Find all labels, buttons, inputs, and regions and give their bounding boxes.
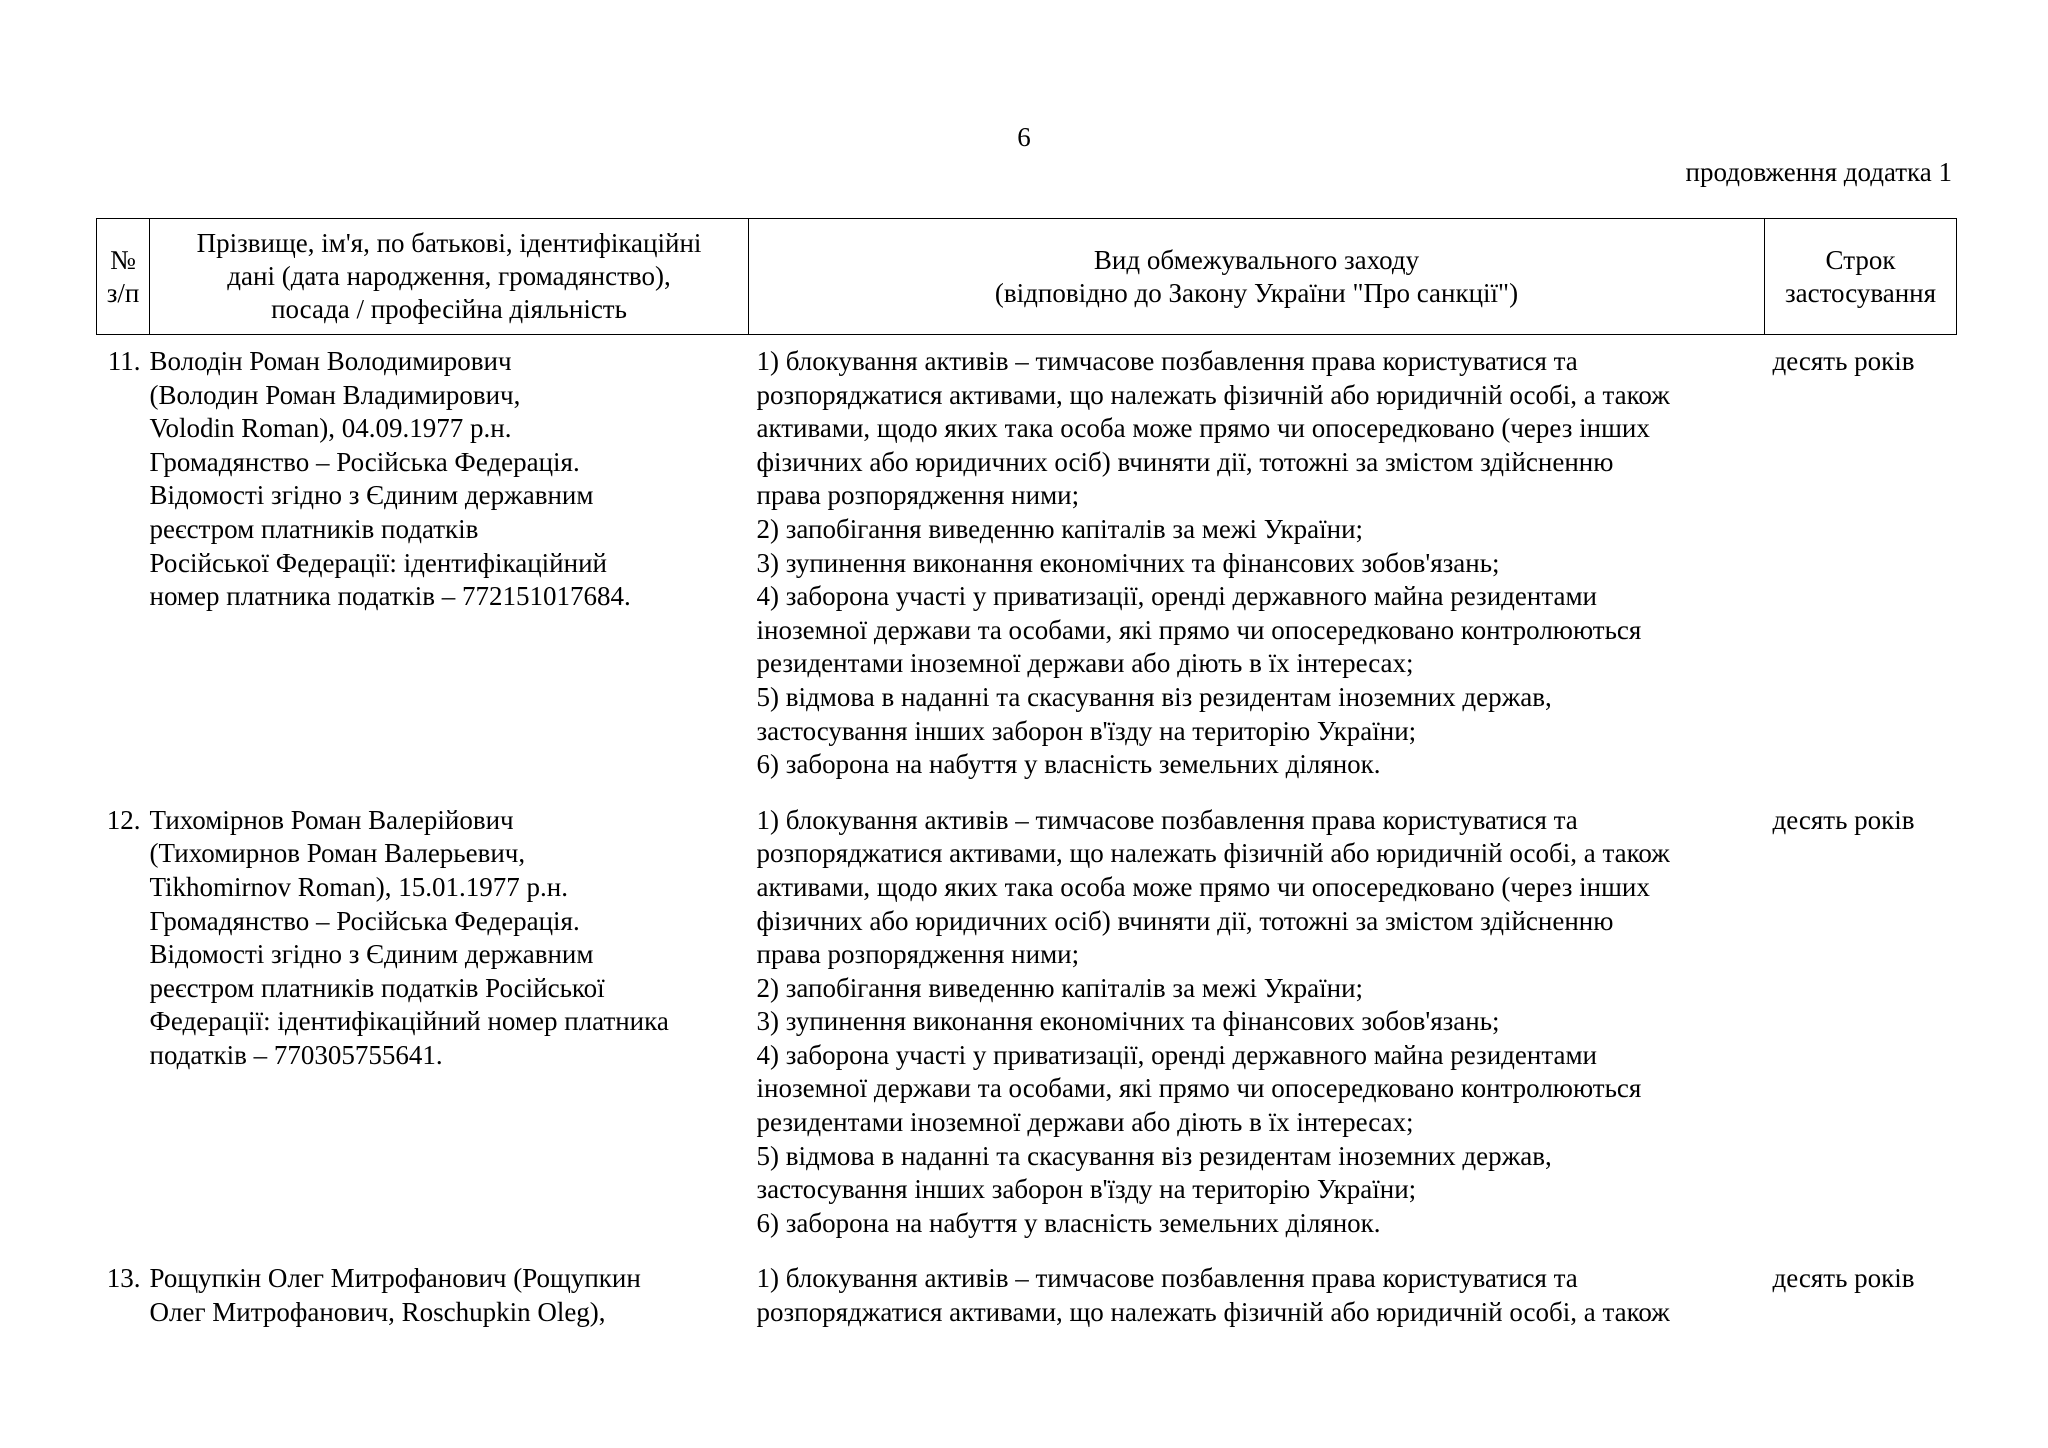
measure-line: 4) заборона участі у приватизації, оренді державного майна резидентами	[756, 581, 1597, 612]
person-line: Громадянство – Російська Федерація.	[149, 446, 580, 477]
row-number: 13.	[106, 1263, 141, 1294]
header-measure	[749, 219, 1765, 335]
person-line: податків – 770305755641.	[149, 1039, 443, 1070]
person-line: Tikhomirnov Roman), 15.01.1977 р.н.	[149, 871, 568, 902]
measure-line: 1) блокування активів – тимчасове позбавлення права користуватися та	[756, 346, 1578, 376]
measure-line: права розпорядження ними;	[756, 939, 1080, 970]
person-line: (Володин Роман Владимирович,	[149, 379, 521, 410]
measure-line: 5) відмова в наданні та скасування віз резидентам іноземних держав,	[756, 1140, 1552, 1171]
measure-line: застосування інших заборон в'їзду на територію України;	[756, 1174, 1417, 1205]
measure-line: 3) зупинення виконання економічних та фінансових зобов'язань;	[756, 1006, 1500, 1037]
sanctions-table	[96, 218, 1957, 1342]
restrictive-measures	[749, 794, 1765, 1253]
measure-line: застосування інших заборон в'їзду на територію України;	[756, 715, 1417, 746]
measure-line: 2) запобігання виведенню капіталів за межі України;	[756, 972, 1364, 1003]
measure-line: 1) блокування активів – тимчасове позбавлення права користуватися та	[756, 1263, 1578, 1294]
restrictive-measures	[749, 335, 1765, 794]
row-number: 11.	[107, 346, 141, 376]
person-line: реєстром платників податків Російської	[149, 972, 605, 1003]
header-person	[150, 219, 749, 335]
header-line: (відповідно до Закону України "Про санкції")	[994, 277, 1519, 308]
person-details	[150, 335, 749, 794]
measure-line: розпоряджатися активами, що належать фізичній або юридичній особі, а також	[756, 1297, 1670, 1328]
application-term: десять років	[1772, 804, 1915, 835]
measure-line: резидентами іноземної держави або діють в їх інтересах;	[756, 1107, 1414, 1138]
person-line: Громадянство – Російська Федерація.	[149, 905, 580, 936]
measure-line: 1) блокування активів – тимчасове позбавлення права користуватися та	[756, 804, 1578, 835]
person-line: Російської Федерації: ідентифікаційний	[149, 547, 607, 578]
measure-line: розпоряджатися активами, що належать фізичній або юридичній особі, а також	[756, 379, 1670, 410]
person-line: (Тихомирнов Роман Валерьевич,	[149, 838, 526, 869]
continuation-label: продовження додатка 1	[1685, 157, 1952, 187]
header-line: Прізвище, ім'я, по батькові, ідентифікаційні	[196, 228, 702, 258]
person-line: Олег Митрофанович, Roschupkin Oleg),	[149, 1297, 606, 1328]
measure-line: активами, щодо яких така особа може прямо чи опосередковано (через інших	[756, 871, 1650, 902]
measure-line: розпоряджатися активами, що належать фізичній або юридичній особі, а також	[756, 838, 1670, 869]
person-line: Рощупкін Олег Митрофанович (Рощупкин	[149, 1263, 641, 1294]
measure-line: резидентами іноземної держави або діють в їх інтересах;	[756, 648, 1414, 679]
header-line: Строк	[1825, 244, 1896, 275]
measure-line: 5) відмова в наданні та скасування віз резидентам іноземних держав,	[756, 681, 1552, 712]
header-line: застосування	[1784, 277, 1937, 308]
person-line: Федерації: ідентифікаційний номер платника	[149, 1006, 669, 1037]
person-line: реєстром платників податків	[149, 513, 479, 544]
header-number	[97, 219, 150, 335]
table-row	[97, 794, 1957, 1253]
measure-line: іноземної держави та особами, які прямо чи опосередковано контролюються	[756, 614, 1642, 645]
table-row	[97, 1252, 1957, 1341]
measure-line: фізичних або юридичних осіб) вчиняти дії, тотожні за змістом здійсненню	[756, 446, 1614, 477]
measure-line: 6) заборона на набуття у власність земельних ділянок.	[756, 1207, 1381, 1238]
person-line: Володін Роман Володимирович	[149, 346, 512, 376]
person-details	[150, 794, 749, 1253]
person-details	[150, 1252, 749, 1341]
measure-line: іноземної держави та особами, які прямо чи опосередковано контролюються	[756, 1073, 1642, 1104]
person-line: Тихомірнов Роман Валерійович	[149, 804, 514, 835]
header-line: №	[110, 244, 136, 275]
person-line: Відомості згідно з Єдиним державним	[149, 939, 594, 970]
table-row	[97, 335, 1957, 794]
header-line: посада / професійна діяльність	[271, 294, 627, 324]
header-line: Вид обмежувального заходу	[1093, 244, 1420, 275]
measure-line: 6) заборона на набуття у власність земельних ділянок.	[756, 749, 1381, 780]
measure-line: 3) зупинення виконання економічних та фінансових зобов'язань;	[756, 547, 1500, 578]
page-number: 6	[1017, 122, 1031, 152]
person-line: номер платника податків – 772151017684.	[149, 581, 631, 612]
application-term: десять років	[1772, 346, 1915, 376]
measure-line: права розпорядження ними;	[756, 480, 1080, 511]
measure-line: 4) заборона участі у приватизації, оренді державного майна резидентами	[756, 1039, 1597, 1070]
table-body	[97, 335, 1957, 1342]
measure-line: 2) запобігання виведенню капіталів за межі України;	[756, 513, 1364, 544]
application-term: десять років	[1772, 1263, 1915, 1294]
table-header-row	[97, 219, 1957, 335]
row-number: 12.	[106, 804, 141, 835]
measure-line: фізичних або юридичних осіб) вчиняти дії, тотожні за змістом здійсненню	[756, 905, 1614, 936]
header-line: дані (дата народження, громадянство),	[227, 261, 671, 291]
restrictive-measures	[749, 1252, 1765, 1341]
person-line: Відомості згідно з Єдиним державним	[149, 480, 594, 511]
person-line: Volodin Roman), 04.09.1977 р.н.	[149, 413, 512, 444]
header-term	[1765, 219, 1957, 335]
measure-line: активами, щодо яких така особа може прямо чи опосередковано (через інших	[756, 413, 1650, 444]
header-line: з/п	[106, 277, 140, 308]
